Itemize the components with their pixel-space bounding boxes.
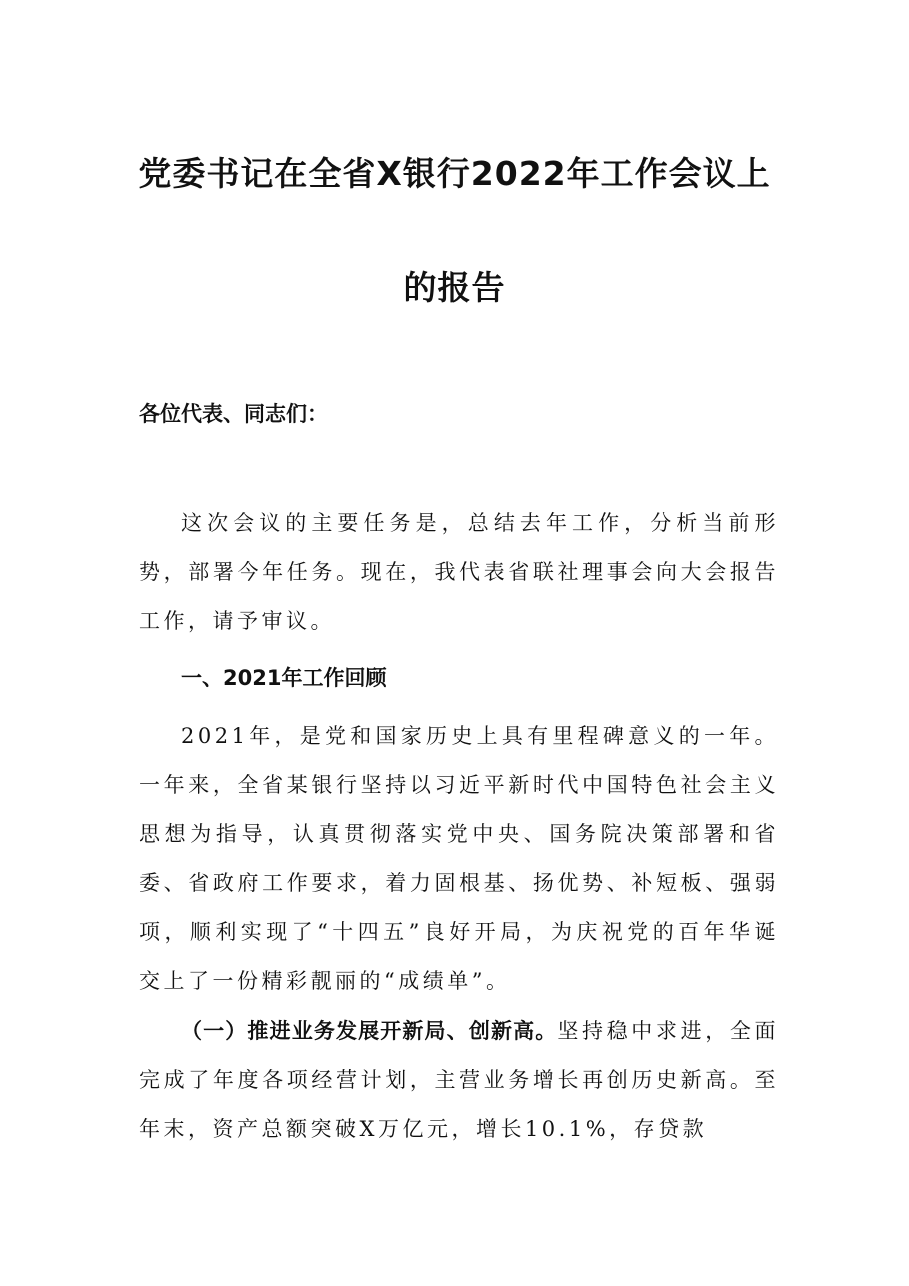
document-title-line-1: 党委书记在全省X银行2022年工作会议上 <box>138 154 771 193</box>
salutation: 各位代表、同志们： <box>139 402 328 426</box>
paragraph-review: 2021年，是党和国家历史上具有里程碑意义的一年。一年来，全省某银行坚持以习近平新时代中国特色社会主义思想为指导，认真贯彻落实党中央、国务院决策部署和省委、省政府工作要求，着力固根基、扬优势、补短板、强弱项，顺利实现了“十四五”良好开局，为庆祝党的百年华诞交上了一份精彩靓丽的“成绩单”。 <box>139 724 779 993</box>
paragraph-lead-bold: （一）推进业务发展开新局、创新高。 <box>181 1019 558 1043</box>
document-title-line-2: 的报告 <box>403 268 506 307</box>
paragraph-intro: 这次会议的主要任务是，总结去年工作，分析当前形势，部署今年任务。现在，我代表省联社理事会向大会报告工作，请予审议。 <box>139 511 779 633</box>
paragraph-business-development <box>139 1007 779 1154</box>
paragraph-body: 坚持稳中求进，全面完成了年度各项经营计划，主营业务增长再创历史新高。至年末，资产总额突破X万亿元，增长10.1%，存贷款 <box>139 1019 780 1141</box>
section-heading-1: 一、2021年工作回顾 <box>181 666 387 690</box>
